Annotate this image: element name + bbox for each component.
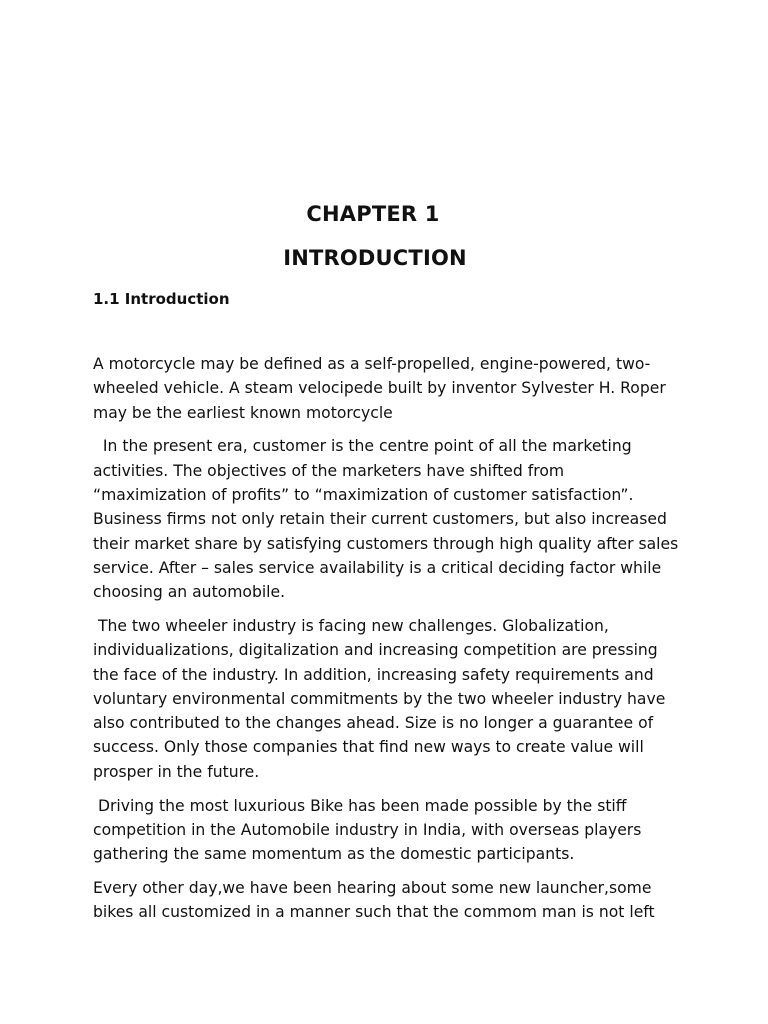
paragraph-1: A motorcycle may be defined as a self-propelled, engine-powered, two-wheeled vehicle. A steam velocipede built by inventor Sylvester H. Roper may be the earliest known motorcycle [93, 355, 671, 422]
paragraph-2: In the present era, customer is the centre point of all the marketing activities. The objectives of the marketers have shifted from “maximization of profits” to “maximization of customer satisfaction”. Business firms not only retain their current customers, but also increased their market share by satisfying customers through high quality after sales service. After – sales service availability is a critical deciding factor while choosing an automobile. [93, 437, 684, 602]
chapter-label: CHAPTER 1 [306, 202, 440, 226]
paragraph-4: Driving the most luxurious Bike has been made possible by the stiff competition in the Automobile industry in India, with overseas players gathering the same momentum as the domestic participants. [93, 796, 647, 864]
section-heading: 1.1 Introduction [93, 290, 230, 308]
paragraph-3: The two wheeler industry is facing new challenges. Globalization, individualizations, digitalization and increasing competition are pressing the face of the industry. In addition, increasing safety requirements and voluntary environmental commitments by the two wheeler industry have also contributed to the changes ahead. Size is no longer a guarantee of success. Only those companies that find new ways to create value will prosper in the future. [93, 616, 671, 781]
chapter-title: INTRODUCTION [283, 246, 467, 270]
body-text [93, 352, 684, 934]
paragraph-5: Every other day,we have been hearing about some new launcher,some bikes all customized in a manner such that the commom man is not left [93, 878, 657, 922]
